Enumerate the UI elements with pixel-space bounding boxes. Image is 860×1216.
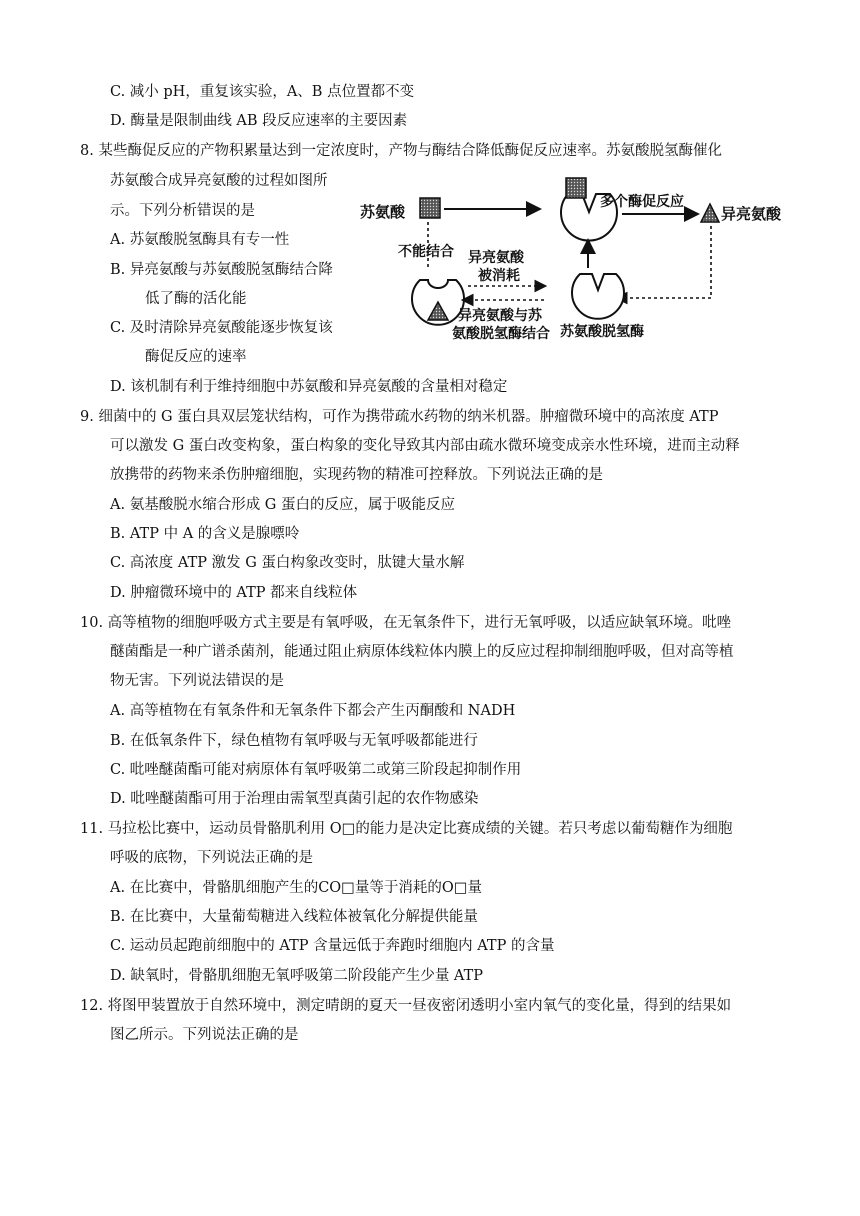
option-8c: C. 及时清除异亮氨酸能逐步恢复该	[110, 320, 333, 336]
label-product: 异亮氨酸	[721, 205, 782, 223]
question-9-stem-cont: 可以激发 G 蛋白改变构象，蛋白构象的变化导致其内部由疏水微环境变成亲水性环境，进而主动释	[110, 438, 740, 454]
question-10-stem-cont: 物无害。下列说法错误的是	[110, 673, 284, 689]
label-consumed-1: 异亮氨酸	[468, 250, 524, 266]
question-9-stem: 9. 细菌中的 G 蛋白具双层笼状结构，可作为携带疏水药物的纳米机器。肿瘤微环境中的高浓度 ATP	[80, 409, 719, 425]
question-10-stem-cont: 醚菌酯是一种广谱杀菌剂，能通过阻止病原体线粒体内膜上的反应过程抑制细胞呼吸，但对高等植	[110, 644, 734, 660]
option-7c: C. 减小 pH，重复该实验，A、B 点位置都不变	[110, 84, 415, 100]
question-9-stem-cont: 放携带的药物来杀伤肿瘤细胞，实现药物的精准可控释放。下列说法正确的是	[110, 467, 603, 483]
option-8c-cont: 酶促反应的速率	[145, 349, 247, 365]
label-bound-1: 异亮氨酸与苏	[458, 308, 542, 324]
option-11d: D. 缺氧时，骨骼肌细胞无氧呼吸第二阶段能产生少量 ATP	[110, 968, 484, 984]
label-consumed-2: 被消耗	[478, 268, 520, 284]
question-11-stem-cont: 呼吸的底物，下列说法正确的是	[110, 850, 313, 866]
option-9c: C. 高浓度 ATP 激发 G 蛋白构象改变时，肽键大量水解	[110, 555, 465, 571]
option-10b: B. 在低氧条件下，绿色植物有氧呼吸与无氧呼吸都能进行	[110, 733, 478, 749]
option-9d: D. 肿瘤微环境中的 ATP 都来自线粒体	[110, 585, 358, 601]
question-8-stem: 8. 某些酶促反应的产物积累量达到一定浓度时，产物与酶结合降低酶促反应速率。苏氨酸脱氢酶催化	[80, 143, 722, 159]
free-enzyme-icon	[572, 274, 624, 319]
option-11c: C. 运动员起跑前细胞中的 ATP 含量远低于奔跑时细胞内 ATP 的含量	[110, 938, 555, 954]
option-10a: A. 高等植物在有氧条件和无氧条件下都会产生丙酮酸和 NADH	[110, 703, 516, 719]
substrate-square-icon	[420, 198, 440, 218]
enzyme-feedback-diagram	[360, 172, 790, 344]
option-9b: B. ATP 中 A 的含义是腺嘌呤	[110, 526, 300, 542]
option-11b: B. 在比赛中，大量葡萄糖进入线粒体被氧化分解提供能量	[110, 909, 478, 925]
bound-substrate-square-icon	[566, 178, 586, 198]
option-8d: D. 该机制有利于维持细胞中苏氨酸和异亮氨酸的含量相对稳定	[110, 379, 508, 395]
option-7d: D. 酶量是限制曲线 AB 段反应速率的主要因素	[110, 113, 408, 129]
option-11a: A. 在比赛中，骨骼肌细胞产生的CO□量等于消耗的O□量	[110, 880, 482, 896]
option-9a: A. 氨基酸脱水缩合形成 G 蛋白的反应，属于吸能反应	[110, 497, 455, 513]
option-10c: C. 吡唑醚菌酯可能对病原体有氧呼吸第二或第三阶段起抑制作用	[110, 762, 522, 778]
question-8-stem-cont: 示。下列分析错误的是	[110, 203, 255, 219]
label-enzyme: 苏氨酸脱氢酶	[560, 324, 644, 340]
question-12-stem: 12. 将图甲装置放于自然环境中，测定晴朗的夏天一昼夜密闭透明小室内氧气的变化量，得到的结果如	[80, 998, 732, 1014]
question-11-stem: 11. 马拉松比赛中，运动员骨骼肌利用 O□的能力是决定比赛成绩的关键。若只考虑以葡萄糖作为细胞	[80, 821, 733, 837]
label-cannot-bind: 不能结合	[398, 244, 454, 260]
option-8b: B. 异亮氨酸与苏氨酸脱氢酶结合降	[110, 262, 333, 278]
question-10-stem: 10. 高等植物的细胞呼吸方式主要是有氧呼吸，在无氧条件下，进行无氧呼吸，以适应缺氧环境。吡唑	[80, 615, 732, 631]
question-8-stem-cont: 苏氨酸合成异亮氨酸的过程如图所	[110, 173, 328, 189]
product-triangle-icon	[701, 204, 719, 222]
label-reaction: 多个酶促反应	[600, 194, 684, 210]
option-8b-cont: 低了酶的活化能	[145, 291, 247, 307]
label-substrate: 苏氨酸	[360, 203, 406, 221]
label-bound-2: 氨酸脱氢酶结合	[452, 326, 550, 342]
option-10d: D. 吡唑醚菌酯可用于治理由需氧型真菌引起的农作物感染	[110, 791, 479, 807]
question-12-stem-cont: 图乙所示。下列说法正确的是	[110, 1027, 299, 1043]
option-8a: A. 苏氨酸脱氢酶具有专一性	[110, 232, 290, 248]
